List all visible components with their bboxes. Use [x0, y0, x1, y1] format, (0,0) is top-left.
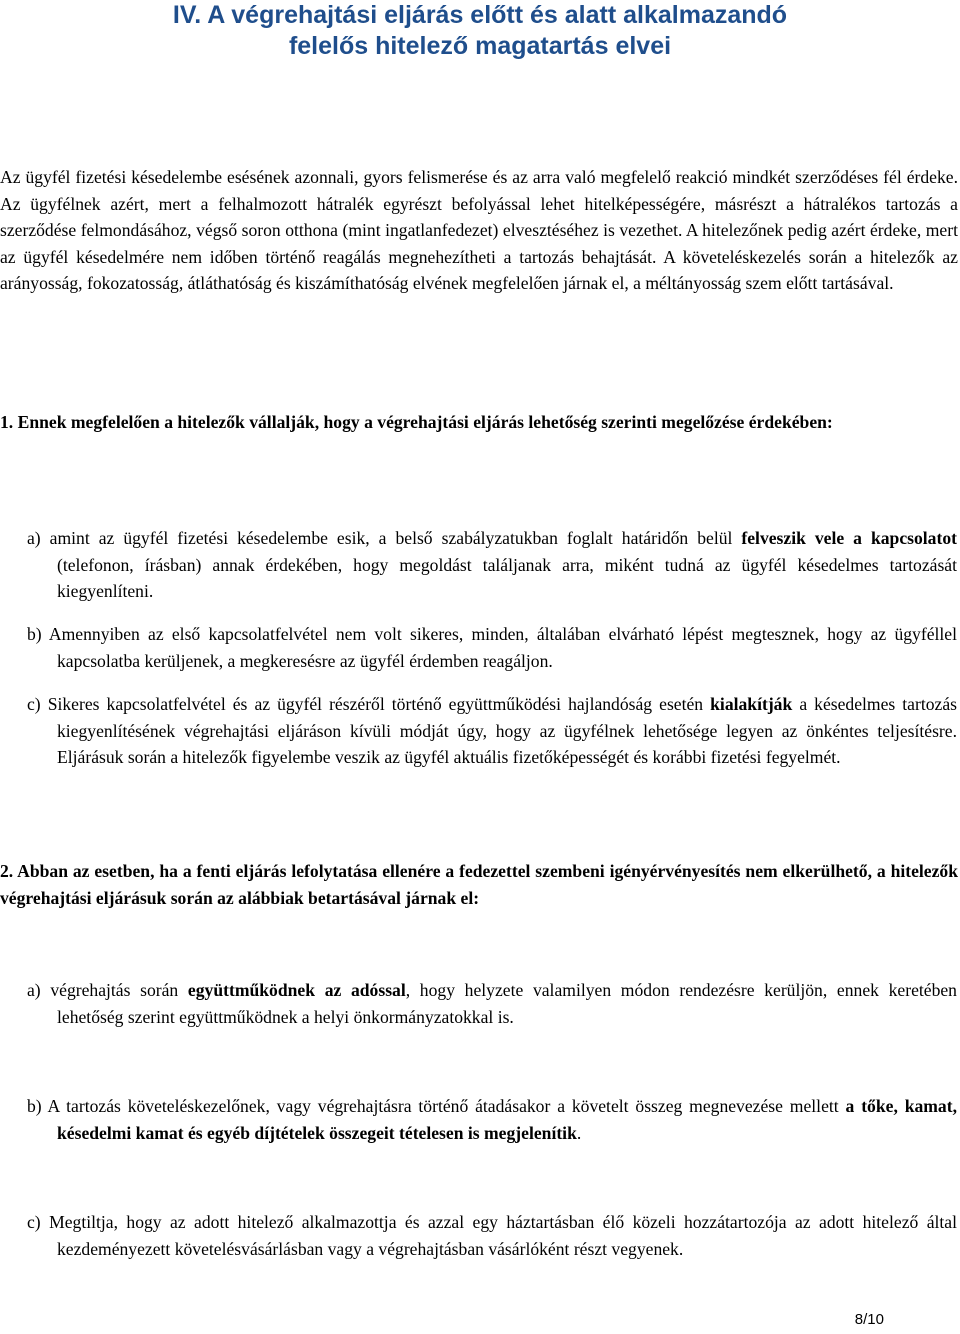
item-text: a) amint az ügyfél fizetési késedelembe esik, a belső szabályzatukban foglalt határidőn belül — [27, 528, 742, 548]
heading-line-2: felelős hitelező magatartás elvei — [288, 32, 672, 60]
item-text: (telefonon, írásban) annak érdekében, hogy megoldást találjanak arra, miként tudná az ügyfél késedelmes tartozását kiegyenlíteni. — [57, 554, 957, 602]
item-text: a) végrehajtás során — [27, 980, 188, 1000]
section-1-heading: 1. Ennek megfelelően a hitelezők vállalják, hogy a végrehajtási eljárás lehetőség szerinti megelőzése érdekében: — [0, 412, 833, 432]
heading-line-1: IV. A végrehajtási eljárás előtt és alatt alkalmazandó — [172, 1, 788, 29]
section-1-item-b: b) Amennyiben az első kapcsolatfelvétel nem volt sikeres, minden, általában elvárható lépést megtesznek, hogy az ügyféllel kapcsolatba kerüljenek, a megkeresésre az ügyfél érdemben reagáljon. — [27, 624, 957, 671]
item-text: a késedelmes tartozás kiegyenlítésének végrehajtási eljáráson kívüli módját úgy, hogy az ügyfélnek lehetősége legyen az önkéntes teljesítésre. Eljárásuk során a hitelezők figyelembe veszik az ügyfél aktuális fizetőképességét és korábbi fizetési fegyelmét. — [57, 694, 957, 768]
item-text: c) Sikeres kapcsolatfelvétel és az ügyfél részéről történő együttműködési hajlandóság esetén — [27, 694, 711, 714]
item-bold-text: a tőke, kamat, késedelmi kamat és egyéb díjtételek összegeit tételesen is megjelenítik — [57, 1096, 957, 1143]
section-2-item-b — [27, 1093, 957, 1146]
item-bold-text: együttműködnek az adóssal — [187, 980, 406, 1000]
section-heading — [0, 0, 960, 62]
section-2-item-c: c) Megtiltja, hogy az adott hitelező alkalmazottja és azzal egy háztartásban élő közeli hozzátartozója az adott hitelező által kezdeményezett követelésvásárlásban vagy a végrehajtásban vásárlóként részt vegyenek. — [27, 1212, 957, 1259]
section-2-item-a — [27, 977, 957, 1030]
item-text: , hogy helyzete valamilyen módon rendezésre kerüljön, ennek keretében lehetőség szerint együttműködnek a helyi önkormányzatokkal is. — [57, 980, 957, 1027]
section-1-item-c — [27, 691, 957, 771]
item-bold-text: kialakítják — [710, 694, 793, 714]
item-text: . — [576, 1122, 582, 1143]
page-number: 8/10 — [854, 1311, 884, 1328]
item-bold-text: felveszik vele a kapcsolatot — [741, 528, 957, 548]
intro-paragraph: Az ügyfél fizetési késedelembe esésének azonnali, gyors felismerése és az arra való megfelelő reakció mindkét szerződéses fél érdeke. Az ügyfélnek azért, mert a felhalmozott hátralék egyrészt befolyással lehet hitelképességére, másrészt a hátralékos tartozás a szerződése felmondásához, végső soron otthona (mint ingatlanfedezet) elvesztéséhez is vezethet. A hitelezőnek pedig azért érdeke, mert az ügyfél késedelmére nem időben történő reagálás megnehezítheti a tartozás behajtását. A követeléskezelés során a hitelezők az arányosság, fokozatosság, átláthatóság és kiszámíthatóság elvének megfelelően járnak el, a méltányosság szem előtt tartásával. — [0, 167, 958, 294]
section-1-item-a — [27, 525, 957, 605]
section-2-heading: 2. Abban az esetben, ha a fenti eljárás lefolytatása ellenére a fedezettel szembeni igényérvényesítés nem elkerülhető, a hitelezők végrehajtási eljárásuk során az alábbiak betartásával járnak el: — [0, 861, 958, 908]
item-text: b) A tartozás követeléskezelőnek, vagy végrehajtásra történő átadásakor a követelt összeg megnevezése mellett — [27, 1096, 846, 1116]
